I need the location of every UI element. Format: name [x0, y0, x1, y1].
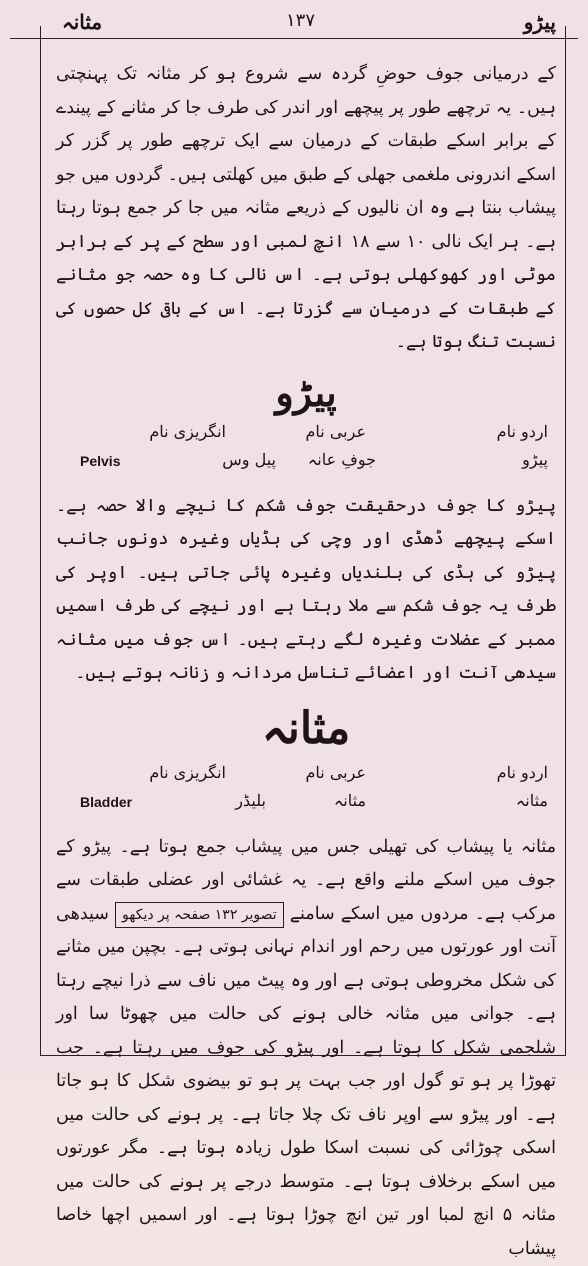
figure-reference-box: تصویر ۱۳۲ صفحہ پر دیکھو [115, 902, 284, 928]
intro-paragraph: کے درمیانی جوف حوضِ گردہ سے شروع ہو کر مثانہ تک پہنچتی ہیں۔ یہ ترچھے طور پر پیچھے اور اندر کی طرف جا کر مثانے کے پیندے کے برابر اسکے طبقات کے درمیان سے ایک ترچھے طور پر گزر کر اسکے اندرونی ملغمی جھلی کے طبق میں کھلتی ہیں۔ گردوں میں جو پیشاب بنتا ہے وہ ان نالیوں کے ذریعے مثانہ میں جا کر جمع ہوتا رہتا ہے۔ ہر ایک نالی ۱۰ سے ۱۸ انچ لمبی اور سطح کے پر کے برابر موٹی اور کھوکھلی ہوتی ہے۔ اس نالی کا وہ حصہ جو مثانے کے طبقات کے درمیان سے گزرتا ہے۔ اس کے باقی کل حصوں کی نسبت تنگ ہوتا ہے۔ [56, 58, 556, 360]
bladder-arabic-name: مثانہ [334, 791, 366, 810]
pelvis-urdu-header: اردو نام [497, 422, 548, 441]
bladder-arabic-header: عربی نام [306, 763, 366, 782]
bladder-urdu-name: مثانہ [516, 791, 548, 810]
bladder-urdu-header: اردو نام [497, 763, 548, 782]
pelvis-phonetic-name: پیل وس [222, 450, 276, 469]
pelvis-names-table [56, 420, 556, 490]
bladder-heading: مثانہ [56, 697, 556, 761]
page-body [56, 58, 556, 1266]
pelvis-english-header: انگریزی نام [149, 422, 226, 441]
bladder-english-name: Bladder [80, 794, 132, 810]
pelvis-urdu-name: پیڑو [522, 450, 548, 469]
pelvis-paragraph: پیڑو کا جوف درحقیقت جوف شکم کا نیچے والا حصہ ہے۔ اسکے پیچھے ڈھڈی اور وچی کی ہڈیاں وغیرہ دونوں جانب پیڑو کی ہڈی کی بلندیاں وغیرہ پائی جاتی ہیں۔ اوپر کی طرف یہ جوف شکم سے ملا رہتا ہے اور نیچے کی طرف اسمیں ممبر کے عضلات وغیرہ لگے رہتے ہیں۔ اس جوف میں مثانہ سیدھی آنت اور اعضائے تناسل مردانہ و زنانہ ہوتے ہیں۔ [56, 490, 556, 691]
pelvis-arabic-name: جوفِ عانہ [308, 450, 376, 469]
bladder-paragraph-part-2: سیدھی آنت اور عورتوں میں رحم اور اندام نہانی ہوتی ہے۔ بچپن میں مثانے کی شکل مخروطی ہوتی ہے اور وہ پیٹ میں ناف سے ذرا نیچے رہتا ہے۔ جوانی میں مثانہ خالی ہونے کی حالت میں چھوٹا سا اور شلجمی شکل کا ہوتا ہے۔ اور پیڑو کی جوف میں رہتا ہے۔ جب تھوڑا پر ہو تو گول اور جب بہت پر ہو تو بیضوی شکل کا ہو جاتا ہے۔ اور پیڑو سے اوپر ناف تک چلا جاتا ہے۔ پر ہونے کی حالت میں اسکی چوڑائی کی نسبت اسکا طول زیادہ ہوتا ہے۔ مگر عورتوں میں اسکے برخلاف ہوتا ہے۔ متوسط درجے پر ہونے کی حالت میں مثانہ ۵ انچ لمبا اور تین انچ چوڑا ہوتا ہے۔ اور اسمیں اچھا خاصا پیشاب [56, 904, 556, 1259]
page-number: ۱۳۷ [286, 10, 315, 31]
pelvis-english-name: Pelvis [80, 453, 120, 469]
bladder-paragraph-part-1: مثانہ یا پیشاب کی تھیلی جس میں پیشاب جمع ہوتا ہے۔ پیڑو کے جوف میں اسکے ملنے واقع ہے۔ یہ غشائی اور عضلی طبقات سے مرکب ہے۔ مردوں میں اسکے سامنے [56, 837, 556, 924]
bladder-names-table [56, 761, 556, 831]
header-left-title: مثانہ [62, 10, 102, 34]
running-header [40, 6, 566, 36]
pelvis-arabic-header: عربی نام [306, 422, 366, 441]
header-rule [10, 38, 578, 39]
bladder-phonetic-name: بلیڈر [235, 791, 266, 810]
header-right-title: پیڑو [524, 10, 556, 34]
pelvis-heading: پیڑو [56, 366, 556, 420]
bladder-paragraph [56, 831, 556, 1266]
bladder-english-header: انگریزی نام [149, 763, 226, 782]
